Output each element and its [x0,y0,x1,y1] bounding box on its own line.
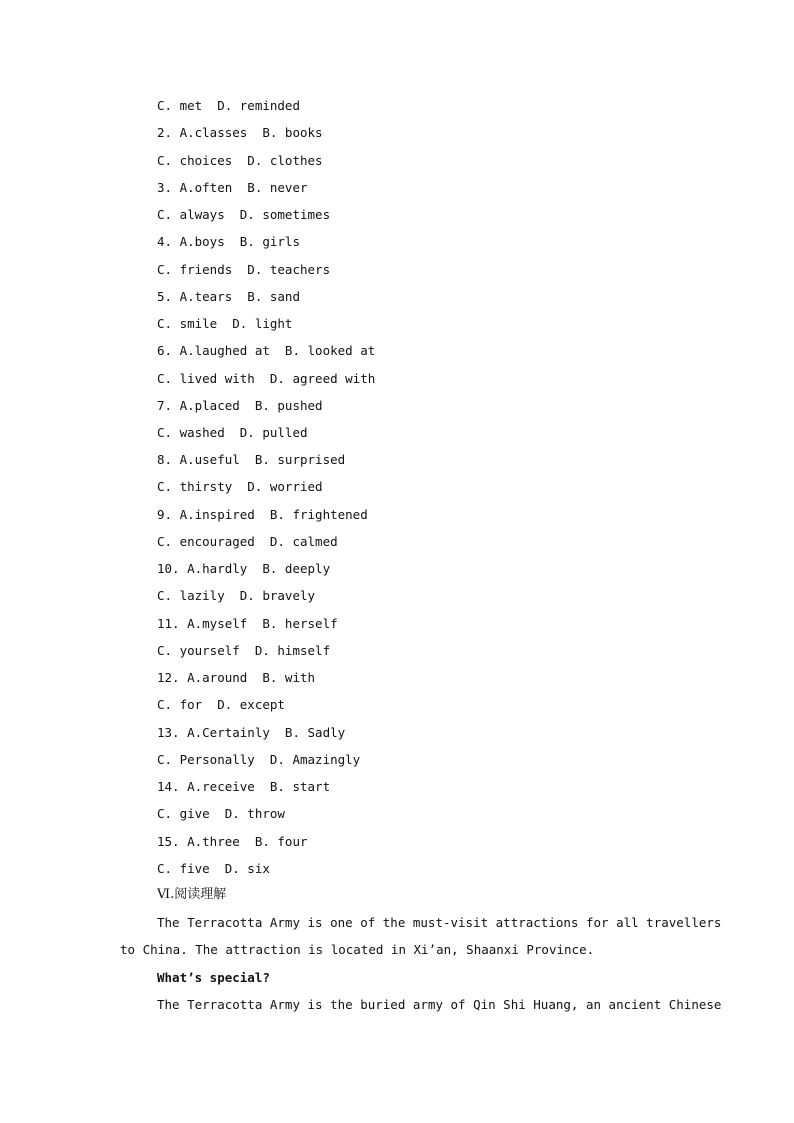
option-line: 4. A.boys B. girls [157,234,300,249]
option-line: 12. A.around B. with [157,670,316,685]
option-line: 15. A.three B. four [157,834,308,849]
passage-line: to China. The attraction is located in Xi’an, Shaanxi Province. [120,942,595,957]
option-line: C. lazily D. bravely [157,588,316,603]
option-line: 13. A.Certainly B. Sadly [157,725,346,740]
section-title: Ⅵ.阅读理解 [157,887,227,902]
option-line: 3. A.often B. never [157,180,308,195]
option-line: C. met D. reminded [157,98,300,113]
option-line: 5. A.tears B. sand [157,289,300,304]
option-line: C. give D. throw [157,806,285,821]
option-line: C. always D. sometimes [157,207,331,222]
option-line: C. for D. except [157,697,285,712]
option-line: C. smile D. light [157,316,293,331]
option-line: C. washed D. pulled [157,425,308,440]
option-line: C. encouraged D. calmed [157,534,338,549]
option-line: 8. A.useful B. surprised [157,452,346,467]
option-line: C. five D. six [157,861,270,876]
option-line: C. thirsty D. worried [157,479,323,494]
option-line: 10. A.hardly B. deeply [157,561,331,576]
option-line: 2. A.classes B. books [157,125,323,140]
option-line: C. yourself D. himself [157,643,331,658]
option-line: 6. A.laughed at B. looked at [157,343,376,358]
passage-line: The Terracotta Army is one of the must-visit attractions for all travellers [157,915,722,930]
passage-subheading: What’s special? [157,970,270,985]
option-line: 9. A.inspired B. frightened [157,507,368,522]
option-line: C. choices D. clothes [157,153,323,168]
option-line: 14. A.receive B. start [157,779,331,794]
option-line: 11. A.myself B. herself [157,616,338,631]
option-line: C. lived with D. agreed with [157,371,376,386]
option-line: C. Personally D. Amazingly [157,752,361,767]
passage-line: The Terracotta Army is the buried army of Qin Shi Huang, an ancient Chinese [157,997,722,1012]
option-line: C. friends D. teachers [157,262,331,277]
option-line: 7. A.placed B. pushed [157,398,323,413]
